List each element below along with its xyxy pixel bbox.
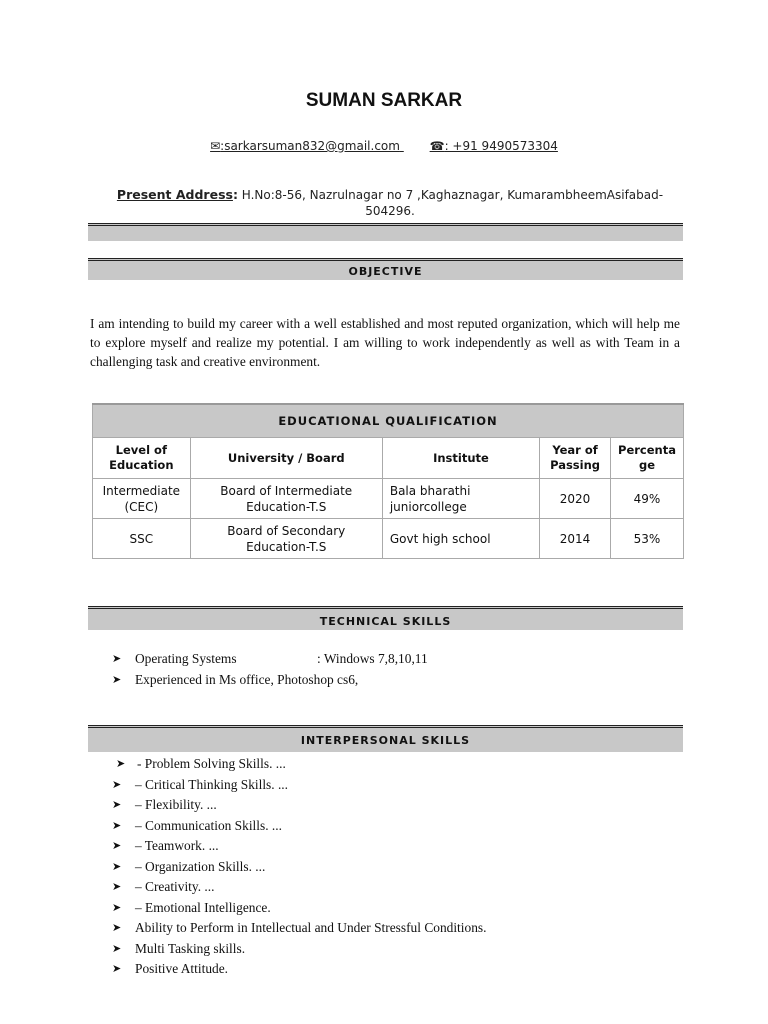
arrow-bullet-icon: ➤ — [112, 881, 122, 893]
objective-text: I am intending to build my career with a well established and most reputed organization, which will help me to explore myself and realize my potential. I am willing to work independently as well as with Team in a challenging task and creative environment. — [90, 316, 680, 369]
interpersonal-list — [112, 754, 486, 980]
col-header-level: Level of Education — [93, 438, 191, 479]
cell-percentage: 49% — [611, 479, 684, 519]
cell-year: 2014 — [540, 519, 611, 559]
address-label: Present Address — [116, 187, 233, 202]
skill-text: – Teamwork. ... — [135, 838, 219, 853]
list-item — [112, 918, 486, 939]
education-table — [92, 403, 684, 559]
skill-value: : Windows 7,8,10,11 — [317, 651, 428, 666]
objective-title: OBJECTIVE — [348, 265, 423, 278]
list-item — [112, 857, 486, 878]
arrow-bullet-icon: ➤ — [112, 778, 122, 791]
address-value: H.No:8-56, Nazrulnagar no 7 ,Kaghaznagar, KumarambheemAsifabad-504296. — [241, 188, 664, 218]
arrow-bullet-icon: ➤ — [112, 653, 122, 665]
envelope-icon: ✉ — [210, 139, 221, 153]
table-row — [93, 519, 684, 559]
cell-institute: Govt high school — [382, 519, 539, 559]
email-item[interactable] — [210, 139, 404, 153]
telephone-icon: ☎ — [429, 139, 445, 153]
arrow-bullet-icon: ➤ — [116, 758, 126, 770]
col-header-year: Year of Passing — [540, 438, 611, 479]
cell-board: Board of Secondary Education-T.S — [190, 519, 382, 559]
arrow-bullet-icon: ➤ — [112, 819, 122, 832]
arrow-bullet-icon: ➤ — [112, 922, 122, 934]
arrow-bullet-icon: ➤ — [112, 799, 122, 811]
list-item — [112, 795, 486, 816]
cell-level: SSC — [93, 519, 191, 559]
contact-line — [0, 139, 768, 153]
list-item — [112, 649, 428, 670]
col-header-institute: Institute — [382, 438, 539, 479]
skill-text: Multi Tasking skills. — [135, 940, 246, 956]
skill-text: – Organization Skills. ... — [135, 858, 266, 874]
technical-list — [112, 649, 428, 690]
phone-text: : +91 9490573304 — [444, 139, 558, 153]
present-address — [100, 187, 680, 219]
skill-text: – Communication Skills. ... — [135, 817, 282, 833]
candidate-name: SUMAN SARKAR — [305, 90, 463, 111]
arrow-bullet-icon: ➤ — [112, 840, 122, 852]
skill-label: Experienced in Ms office, Photoshop cs6, — [135, 671, 359, 687]
list-item — [112, 877, 486, 898]
skill-label: Operating Systems — [135, 651, 237, 666]
technical-title: TECHNICAL SKILLS — [319, 615, 452, 628]
col-header-percentage: Percentage — [611, 438, 684, 479]
arrow-bullet-icon: ➤ — [112, 942, 122, 955]
skill-text: – Emotional Intelligence. — [135, 899, 271, 915]
cell-board: Board of Intermediate Education-T.S — [190, 479, 382, 519]
list-item — [112, 939, 486, 960]
arrow-bullet-icon: ➤ — [112, 901, 122, 914]
table-row — [93, 479, 684, 519]
arrow-bullet-icon: ➤ — [112, 673, 122, 686]
cell-year: 2020 — [540, 479, 611, 519]
interpersonal-title: INTERPERSONAL SKILLS — [300, 734, 471, 747]
list-item — [112, 754, 486, 775]
skill-text: Positive Attitude. — [135, 961, 228, 976]
list-item — [112, 836, 486, 857]
skill-text: – Critical Thinking Skills. ... — [135, 776, 289, 792]
skill-text: - Problem Solving Skills. ... — [137, 756, 286, 771]
arrow-bullet-icon: ➤ — [112, 860, 122, 873]
col-header-board: University / Board — [190, 438, 382, 479]
skill-text: – Flexibility. ... — [135, 797, 217, 812]
cell-level: Intermediate (CEC) — [93, 479, 191, 519]
arrow-bullet-icon: ➤ — [112, 963, 122, 975]
list-item — [112, 670, 428, 691]
address-colon: : — [232, 187, 238, 202]
phone-item[interactable] — [430, 139, 558, 153]
email-text: :sarkarsuman832@gmail.com — [220, 139, 400, 153]
skill-text: Ability to Perform in Intellectual and Under Stressful Conditions. — [135, 920, 487, 935]
cell-percentage: 53% — [611, 519, 684, 559]
list-item — [112, 898, 486, 919]
divider-band — [88, 223, 683, 241]
list-item — [112, 959, 486, 980]
list-item — [112, 816, 486, 837]
list-item — [112, 775, 486, 796]
cell-institute: Bala bharathi juniorcollege — [382, 479, 539, 519]
skill-text: – Creativity. ... — [135, 879, 215, 894]
education-title: EDUCATIONAL QUALIFICATION — [93, 404, 684, 438]
